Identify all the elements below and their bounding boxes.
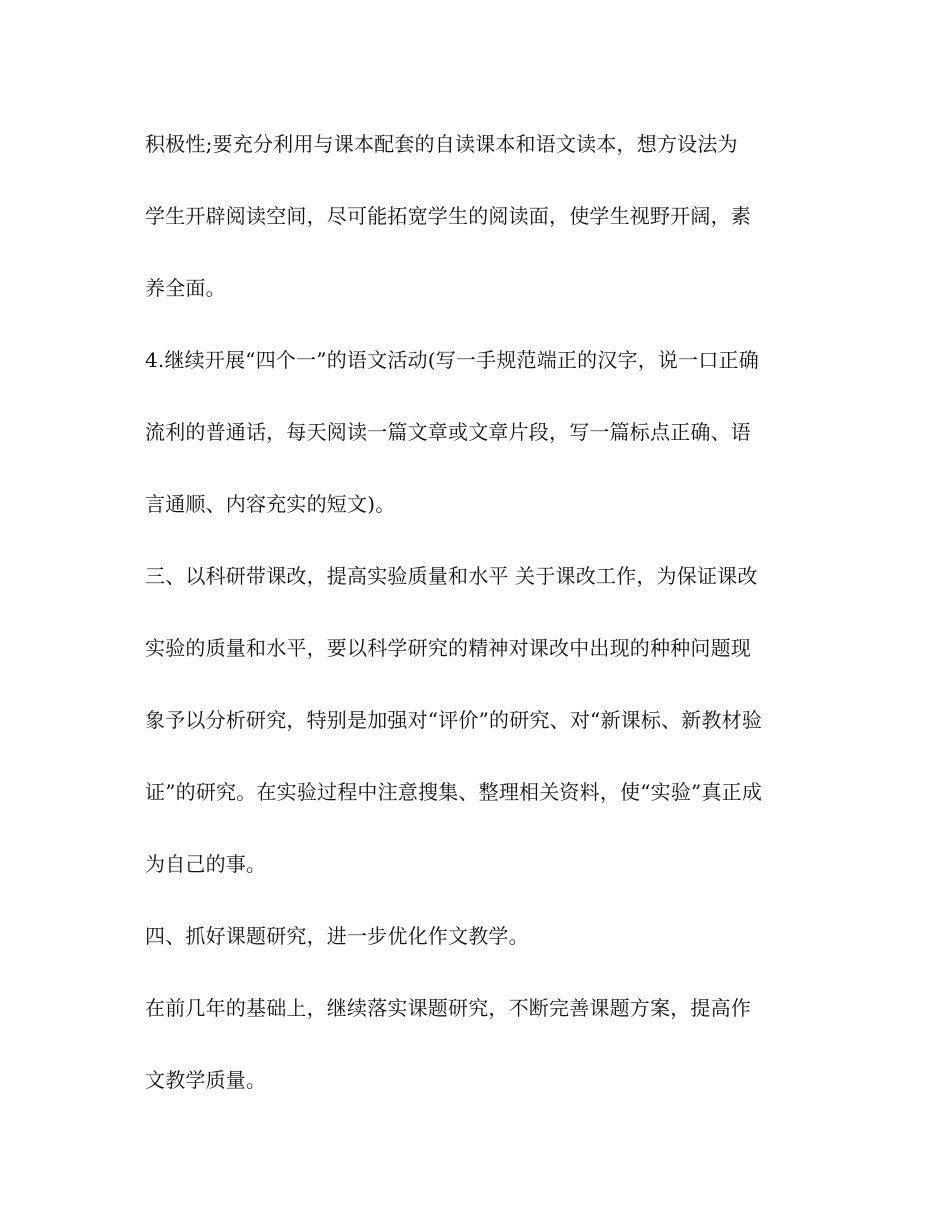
text-line: 4.继续开展“四个一”的语文活动(写一手规范端正的汉字，说一口正确	[145, 348, 759, 372]
section-heading: 四、抓好课题研究，进一步优化作文教学。	[145, 924, 529, 948]
text-line: 在前几年的基础上，继续落实课题研究，不断完善课题方案，提高作	[145, 996, 751, 1020]
text-line: 学生开辟阅读空间，尽可能拓宽学生的阅读面，使学生视野开阔，素	[145, 204, 751, 228]
section-heading-line: 三、以科研带课改，提高实验质量和水平 关于课改工作，为保证课改	[145, 564, 758, 588]
text-line: 证”的研究。在实验过程中注意搜集、整理相关资料，使“实验”真正成	[145, 780, 763, 804]
text-line: 流利的普通话，每天阅读一篇文章或文章片段，写一篇标点正确、语	[145, 420, 751, 444]
text-line: 养全面。	[145, 276, 226, 300]
text-line: 文教学质量。	[145, 1068, 267, 1092]
text-line: 言通顺、内容充实的短文)。	[145, 492, 396, 516]
text-line: 实验的质量和水平，要以科学研究的精神对课改中出现的种种问题现	[145, 636, 751, 660]
text-line: 象予以分析研究，特别是加强对“评价”的研究、对“新课标、新教材验	[145, 708, 763, 732]
text-line: 积极性;要充分利用与课本配套的自读课本和语文读本，想方设法为	[145, 132, 738, 156]
text-line: 为自己的事。	[145, 852, 267, 876]
